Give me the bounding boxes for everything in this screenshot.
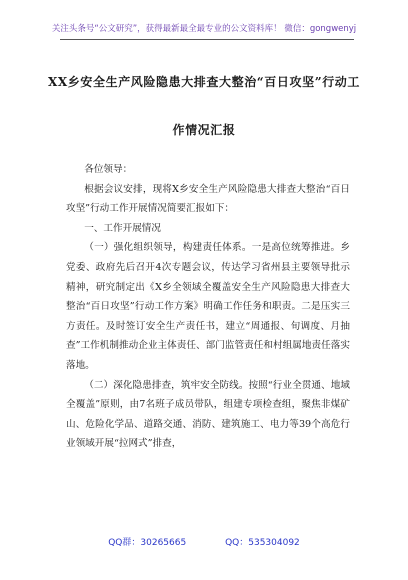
salutation: 各位领导： (84, 164, 133, 175)
footer-qq-group: QQ群：30265665 (108, 538, 187, 548)
paragraph-intro: 根据会议安排，现将X乡安全生产风险隐患大排查大整治“百日攻坚”行动工作开展情况简要汇报如下： (66, 183, 350, 215)
section-heading: 一、工作开展情况 (84, 222, 161, 234)
header-divider (60, 39, 354, 40)
paragraph-1: （一）强化组织领导，构建责任体系。一是高位统筹推进。乡党委、政府先后召开4次专题会议，传达学习省州县主要领导批示精神，研究制定出《X乡全领域全覆盖安全生产风险隐患大排查大整治“百日攻坚”行动工作方案》明确工作任务和职责。二是压实三方责任。及时签订安全生产责任书，建立“周通报、旬调度、月抽查”工作机制推动企业主体责任、部门监管责任和村组属地责任落实落地。 (66, 242, 350, 371)
document-body (66, 160, 350, 454)
document-title-line-1: XX乡安全生产风险隐患大排查大整治“百日攻坚”行动工 (47, 75, 361, 89)
footer-contacts (0, 535, 408, 548)
paragraph-2: （二）深化隐患排查，筑牢安全防线。按照“行业全贯通、地域全覆盖”原则，由7名班子成员带队，组建专项检查组，聚焦非煤矿山、危险化学品、道路交通、消防、建筑施工、电力等39个高危行业领域开展“拉网式”排查， (66, 379, 350, 450)
header-note: 关注头条号“公文研究”，获得最新最全最专业的公文资料库！ 微信：gongwenyj (51, 24, 357, 34)
footer-qq-number: QQ：535304092 (225, 538, 300, 548)
document-title-line-2: 作情况汇报 (172, 123, 236, 137)
